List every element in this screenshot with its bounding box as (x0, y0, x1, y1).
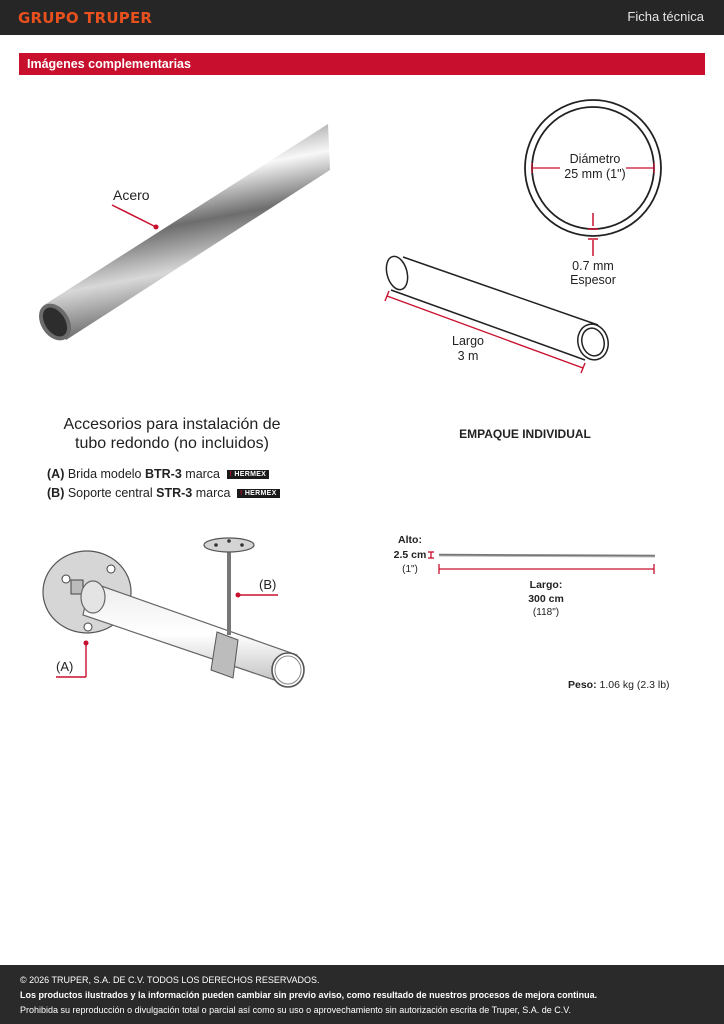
accessories-title (56, 415, 288, 453)
callout-a: (A) (56, 659, 74, 674)
diameter-label: Diámetro (569, 152, 621, 166)
length-label: Largo (452, 334, 484, 348)
accessory-tag: (B) (47, 486, 65, 500)
length-value: 3 m (457, 349, 479, 363)
accessories-title-line2: tubo redondo (no incluidos) (75, 435, 269, 452)
diameter-value: 25 mm (1") (564, 167, 626, 181)
footer-copyright: © 2026 TRUPER, S.A. DE C.V. TODOS LOS DERECHOS RESERVADOS. (20, 975, 320, 985)
alto-value: 2.5 cm (393, 549, 427, 561)
installation-diagram (43, 538, 304, 687)
weight-info (568, 679, 670, 691)
footer-prohibition: Prohibida su reproducción o divulgación total o parcial así como su uso o aprovechamiento sin autorización escrita de Truper, S.A. de C.V. (20, 1005, 571, 1015)
material-label: Acero (113, 187, 150, 203)
footer (0, 965, 724, 1024)
accessory-item-a (47, 467, 269, 481)
section-title: Imágenes complementarias (27, 57, 191, 71)
accessory-text: Soporte central (67, 486, 153, 500)
weight-label: Peso: (568, 679, 597, 691)
thickness-label: Espesor (570, 273, 616, 287)
accessory-item-b (47, 486, 280, 500)
accessories-title-line1: Accesorios para instalación de (63, 416, 281, 433)
footer-notice: Los productos ilustrados y la información pueden cambiar sin previo aviso, como resultado de nuestros procesos de mejora continua. (20, 990, 598, 1000)
brand-logo: GRUPO TRUPER (18, 9, 153, 27)
weight-value: 1.06 kg (2.3 lb) (599, 679, 670, 691)
hermex-logo: ! HERMEX (237, 489, 280, 498)
largo-inches: (118") (532, 607, 560, 618)
accessory-text: Brida modelo (67, 467, 142, 481)
accessory-brand-word: marca (185, 467, 221, 481)
alto-inches: (1") (402, 564, 418, 575)
accessory-model: STR-3 (156, 486, 193, 500)
alto-label: Alto: (398, 534, 422, 546)
packaging-title: EMPAQUE INDIVIDUAL (459, 427, 591, 441)
accessory-brand-word: marca (195, 486, 231, 500)
largo-label: Largo: (529, 579, 563, 591)
packaging-diagram (428, 552, 655, 574)
document-type: Ficha técnica (627, 9, 704, 24)
largo-value: 300 cm (528, 593, 564, 605)
thickness-value: 0.7 mm (572, 259, 614, 273)
accessory-tag: (A) (47, 467, 65, 481)
callout-b: (B) (259, 577, 277, 592)
hermex-logo: ! HERMEX (227, 470, 270, 479)
steel-tube-image (32, 124, 330, 346)
accessory-model: BTR-3 (144, 467, 182, 481)
